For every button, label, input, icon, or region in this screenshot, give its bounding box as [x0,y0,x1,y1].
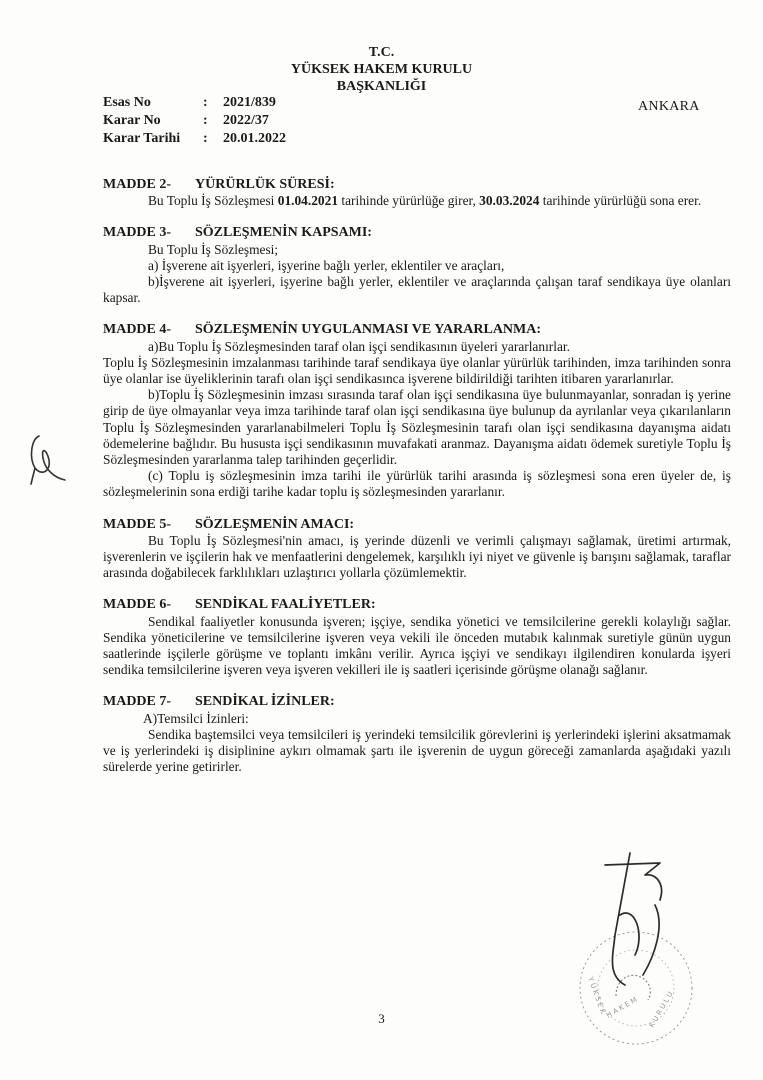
page-number: 3 [378,1011,385,1026]
madde-2-paragraph [103,193,731,209]
madde-2-start-date: 01.04.2021 [277,193,339,209]
document-body [103,177,731,776]
esas-value: 2021/839 [223,95,276,110]
madde-6-number: MADDE 6- [103,597,172,613]
madde-2-text-a: Bu Toplu İş Sözleşmesi [148,193,278,209]
madde-4-p1: a)Bu Toplu İş Sözleşmesinden taraf olan işçi sendikasının üyeleri yararlanırlar. [148,338,570,354]
madde-3-title: SÖZLEŞMENİN KAPSAMI: [195,225,372,241]
madde-5-heading [103,517,731,533]
madde-7-title: SENDİKAL İZİNLER: [195,694,335,710]
karar-label: Karar No [103,113,161,128]
madde-2-text-b: tarihinde yürürlüğe girer, [338,193,480,209]
madde-4-number: MADDE 4- [103,322,172,338]
header-tc: T.C. [368,45,395,60]
madde-3-p1: Bu Toplu İş Sözleşmesi; [148,241,279,257]
madde-6-p1: Sendikal faaliyetler konusunda işveren; işçiye, sendika yönetici ve temsilcilerine gerekli kolaylığı sağlar. Sendika yöneticilerine ve temsilcilerine işveren veya vekili ile önceden mutabık kalınmak suretiyle günün uygun saatlerinde işçilerle görüşme ve toplantı imkânı verilir. Ayrıca işçiyi ve sendikayı ilgilendiren konularda işyeri sendika temsilcilerine işveren veya işveren vekilleri ile iş saatleri içerisinde görüşme olanağı sağlanır. [103,613,731,678]
madde-3-number: MADDE 3- [103,225,172,241]
madde-7-number: MADDE 7- [103,694,172,710]
tarih-colon: : [203,131,208,146]
esas-label: Esas No [103,95,151,110]
signature [585,845,695,995]
madde-5-p1: Bu Toplu İş Sözleşmesi'nin amacı, iş yerinde düzenli ve verimli çalışmayı sağlamak, üretimi artırmak, işverenlerin ve işçilerin hak ve menfaatlerini dengelemek, karşılıklı iyi niyet ve güvenle iş barışını sağlamak, taraflar arasında doğabilecek farklılıkları uzlaştırıcı yollarla çözümlemektir. [103,532,731,581]
madde-2-number: MADDE 2- [103,177,172,192]
madde-7-p2: Sendika baştemsilci veya temsilcileri iş yerindeki temsilcilik görevlerini iş yerlerindeki işlerini aksatmamak ve iş yerlerindeki iş disiplinine aykırı olmamak şartı ile işverenin de uygun göreceği zamanlarda aşağıdaki yazılı sürelerde yerine getirirler. [103,726,731,775]
header-institution: YÜKSEK HAKEM KURULU [290,62,473,77]
madde-4-heading [103,322,731,338]
madde-2-end-date: 30.03.2024 [479,193,540,209]
tarih-label: Karar Tarihi [103,131,181,146]
madde-2-title: YÜRÜRLÜK SÜRESİ: [195,177,335,192]
header-presidency: BAŞKANLIĞI [336,79,427,94]
madde-4-p3: b)Toplu İş Sözleşmesinin imzası sırasında taraf olan işçi sendikasına üye bulunmayanlar, sonradan iş yerine girip de üye olmayanlar veya imza tarihinde taraf olan işçi sendikasına üye bulunup da ayrılanlar veya çıkarılanların Toplu İş Sözleşmesinden yararlanabilmeleri Toplu İş Sözleşmesinin tarafı olan işçi sendikasına dayanışma aidatı ödemelerine bağlıdır. Bu hususta işçi sendikasının muvafakati aranmaz. Dayanışma aidatı ödemek suretiyle Toplu İş Sözleşmesinden yararlanma talep tarihinden geçerlidir. [103,387,731,468]
tarih-value: 20.01.2022 [223,131,286,146]
madde-7-heading [103,694,731,710]
madde-3-heading [103,225,731,241]
city-label: ANKARA [638,99,700,114]
madde-5-title: SÖZLEŞMENİN AMACI: [195,516,355,532]
madde-3-p3: b)İşverene ait işyerleri, işyerine bağlı yerler, eklentiler ve araçlarında çalışan taraf sendikaya üye olanları kapsar. [103,274,731,306]
madde-2-text-c: tarihinde yürürlüğü sona erer. [539,193,702,209]
madde-6-heading [103,597,731,613]
esas-colon: : [203,95,208,110]
madde-7-p1: A)Temsilci İzinleri: [143,710,249,726]
madde-6-title: SENDİKAL FAALİYETLER: [195,597,376,613]
margin-initials-signature [25,428,70,488]
svg-text:K U R U L U: K U R U L U [647,990,675,1029]
svg-text:H A K E M: H A K E M [605,995,639,1020]
karar-value: 2022/37 [223,113,269,128]
madde-4-p2: Toplu İş Sözleşmesinin imzalanması tarihinde taraf sendikaya üye olanlar yürürlük tarihinden, imza tarihinden sonra üye olanlar ise üyeliklerinin tarafı olan işçi sendikasınca işverene bildirildiği tarihten itibaren yararlanırlar. [103,354,731,387]
madde-4-title: SÖZLEŞMENİN UYGULANMASI VE YARARLANMA: [195,322,542,338]
madde-4-p4: (c) Toplu iş sözleşmesinin imza tarihi ile yürürlük tarihi arasında iş sözleşmesi sona eren üyeler de, iş sözleşmelerinin sona erdiği tarihe kadar toplu iş sözleşmesinden yararlanır. [103,468,731,500]
madde-2-heading [103,177,731,193]
madde-3-p2: a) İşverene ait işyerleri, işyerine bağlı yerler, eklentiler ve araçları, [148,257,505,273]
karar-colon: : [203,113,208,128]
svg-text:Y Ü K S E K: Y Ü K S E K [586,975,607,1015]
madde-5-number: MADDE 5- [103,516,172,532]
